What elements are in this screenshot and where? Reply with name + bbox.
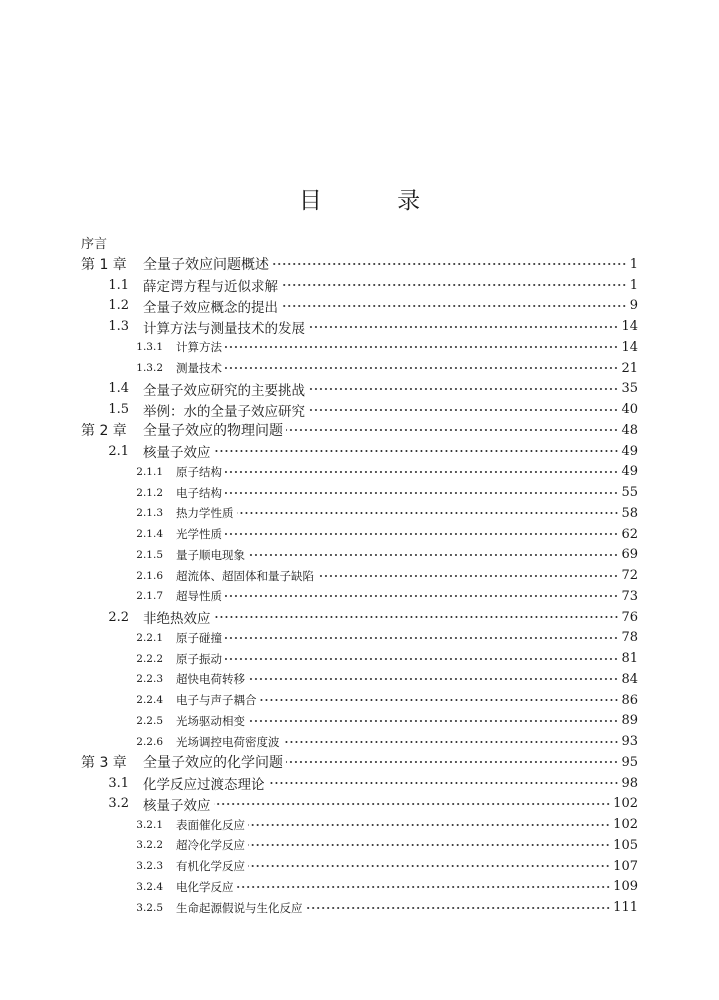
toc-entry-title: 薛定谔方程与近似求解 <box>143 279 278 296</box>
toc-leader-dots <box>225 466 618 478</box>
toc-leader-dots <box>214 611 619 623</box>
toc-leader-dots <box>286 756 618 768</box>
toc-entry-number: 2.1.3 <box>136 507 163 520</box>
toc-entry-page: 62 <box>621 526 638 542</box>
toc-entry-number: 3.2.4 <box>136 880 163 893</box>
toc-entry-title: 全量子效应的物理问题 <box>143 423 283 440</box>
toc-entry-title: 全量子效应的化学问题 <box>143 755 283 772</box>
toc-section-row[interactable] <box>81 275 638 296</box>
toc-entry-title: 超快电荷转移 <box>176 672 245 687</box>
toc-entry-title: 计算方法 <box>176 340 222 355</box>
toc-section-row[interactable] <box>81 441 638 462</box>
toc-leader-dots <box>248 715 618 727</box>
toc-leader-dots <box>225 590 618 602</box>
toc-entry-number: 2.1.5 <box>136 548 163 561</box>
preface-entry[interactable]: 序言 <box>81 237 108 252</box>
toc-leader-dots <box>308 404 618 416</box>
toc-subsection-row[interactable] <box>81 711 638 732</box>
toc-entry-title: 超流体、超固体和量子缺陷 <box>176 568 314 583</box>
toc-entry-page: 55 <box>621 485 638 501</box>
toc-section-row[interactable] <box>81 316 638 337</box>
toc-leader-dots <box>225 632 618 644</box>
toc-leader-dots <box>260 694 619 706</box>
toc-entry-title: 计算方法与测量技术的发展 <box>143 320 305 337</box>
toc-entry-title: 全量子效应问题概述 <box>143 257 269 274</box>
toc-entry-page: 14 <box>621 319 638 335</box>
toc-entry-page: 105 <box>613 837 638 853</box>
toc-subsection-row[interactable] <box>81 482 638 503</box>
toc-entry-number: 3.2.2 <box>136 839 163 852</box>
toc-subsection-row[interactable] <box>81 565 638 586</box>
toc-entry-title: 全量子效应研究的主要挑战 <box>143 382 305 399</box>
toc-entry-page: 73 <box>621 588 638 604</box>
page-title: 目 录 <box>298 188 455 214</box>
toc-entry-title: 有机化学反应 <box>176 859 245 874</box>
toc-entry-page: 1 <box>629 277 638 293</box>
toc-entry-title: 电化学反应 <box>176 879 234 894</box>
toc-entry-number: 2.2.4 <box>136 694 163 707</box>
toc-leader-dots <box>268 777 619 789</box>
toc-leader-dots <box>248 673 618 685</box>
toc-leader-dots <box>283 736 619 748</box>
toc-section-row[interactable] <box>81 794 638 815</box>
toc-entry-title: 原子碰撞 <box>176 630 222 645</box>
toc-entry-title: 超导性质 <box>176 589 222 604</box>
toc-entry-title: 光场驱动相变 <box>176 713 245 728</box>
toc-subsection-row[interactable] <box>81 503 638 524</box>
toc-leader-dots <box>272 258 627 270</box>
toc-entry-title: 化学反应过渡态理论 <box>143 777 265 794</box>
toc-entry-number: 1.3.1 <box>136 341 163 354</box>
toc-entry-number: 3.2.1 <box>136 818 163 831</box>
toc-subsection-row[interactable] <box>81 358 638 379</box>
toc-entry-number: 2.2.1 <box>136 631 163 644</box>
toc-chapter-row[interactable] <box>81 420 638 441</box>
toc-entry-page: 49 <box>621 443 638 459</box>
toc-leader-dots <box>281 300 627 312</box>
toc-entry-number: 第 2 章 <box>81 423 127 440</box>
toc-subsection-row[interactable] <box>81 628 638 649</box>
toc-leader-dots <box>225 341 618 353</box>
toc-entry-page: 21 <box>621 360 638 376</box>
toc-leader-dots <box>248 839 610 851</box>
toc-entry-page: 58 <box>621 505 638 521</box>
toc-subsection-row[interactable] <box>81 690 638 711</box>
toc-entry-page: 109 <box>613 879 638 895</box>
toc-entry-page: 14 <box>621 339 638 355</box>
toc-entry-number: 2.2.2 <box>136 652 163 665</box>
toc-entry-page: 9 <box>629 298 638 314</box>
toc-section-row[interactable] <box>81 379 638 400</box>
toc-leader-dots <box>308 321 618 333</box>
toc-entry-number: 2.2.5 <box>136 714 163 727</box>
toc-entry-number: 2.1.4 <box>136 528 163 541</box>
toc-entry-number: 1.4 <box>108 381 129 397</box>
toc-entry-number: 1.2 <box>108 298 129 314</box>
toc-subsection-row[interactable] <box>81 462 638 483</box>
toc-subsection-row[interactable] <box>81 337 638 358</box>
toc-entry-page: 49 <box>621 464 638 480</box>
toc-leader-dots <box>214 798 611 810</box>
toc-entry-title: 热力学性质 <box>176 506 234 521</box>
toc-entry-number: 2.1.1 <box>136 465 163 478</box>
toc-entry-page: 35 <box>621 381 638 397</box>
toc-entry-number: 1.3.2 <box>136 362 163 375</box>
toc-entry-number: 2.2.3 <box>136 673 163 686</box>
toc-section-row[interactable] <box>81 773 638 794</box>
toc-entry-number: 1.3 <box>108 319 129 335</box>
toc-leader-dots <box>237 881 611 893</box>
toc-leader-dots <box>248 860 610 872</box>
toc-subsection-row[interactable] <box>81 897 638 918</box>
toc-subsection-row[interactable] <box>81 814 638 835</box>
toc-entry-page: 107 <box>613 858 638 874</box>
toc-entry-title: 非绝热效应 <box>143 611 211 628</box>
toc-entry-title: 生命起源假说与生化反应 <box>176 900 303 915</box>
toc-entry-page: 102 <box>613 817 638 833</box>
toc-leader-dots <box>225 362 618 374</box>
toc-entry-title: 举例：水的全量子效应研究 <box>143 403 305 420</box>
toc-entry-number: 3.1 <box>108 775 129 791</box>
toc-entry-page: 72 <box>621 568 638 584</box>
toc-entry-title: 电子与声子耦合 <box>176 693 257 708</box>
toc-leader-dots <box>286 424 618 436</box>
toc-entry-title: 核量子效应 <box>143 797 211 814</box>
toc-entry-page: 1 <box>629 256 638 272</box>
toc-subsection-row[interactable] <box>81 586 638 607</box>
toc-entry-title: 表面催化反应 <box>176 817 245 832</box>
toc-subsection-row[interactable] <box>81 731 638 752</box>
toc-entry-number: 2.1.2 <box>136 486 163 499</box>
toc-entry-title: 全量子效应概念的提出 <box>143 299 278 316</box>
toc-entry-page: 111 <box>613 900 638 916</box>
toc-entry-number: 1.5 <box>108 402 129 418</box>
toc-leader-dots <box>317 570 618 582</box>
toc-entry-number: 第 3 章 <box>81 755 127 772</box>
toc-entry-number: 2.1.7 <box>136 590 163 603</box>
toc-entry-number: 1.1 <box>108 277 129 293</box>
toc-entry-title: 核量子效应 <box>143 445 211 462</box>
toc-entry-number: 2.2 <box>108 609 129 625</box>
toc-subsection-row[interactable] <box>81 877 638 898</box>
toc-leader-dots <box>225 653 618 665</box>
toc-leader-dots <box>248 819 610 831</box>
toc-entry-page: 81 <box>621 651 638 667</box>
toc-entry-page: 95 <box>621 754 638 770</box>
toc-entry-number: 3.2 <box>108 796 129 812</box>
toc-entry-page: 89 <box>621 713 638 729</box>
toc-entry-number: 3.2.5 <box>136 901 163 914</box>
toc-entry-page: 98 <box>621 775 638 791</box>
toc-leader-dots <box>225 528 618 540</box>
toc-entry-number: 第 1 章 <box>81 257 127 274</box>
toc-subsection-row[interactable] <box>81 648 638 669</box>
toc-chapter-row[interactable] <box>81 752 638 773</box>
toc-subsection-row[interactable] <box>81 835 638 856</box>
toc-subsection-row[interactable] <box>81 545 638 566</box>
toc-entry-page: 40 <box>621 402 638 418</box>
toc-entry-title: 电子结构 <box>176 485 222 500</box>
toc-leader-dots <box>306 902 611 914</box>
toc-leader-dots <box>225 487 618 499</box>
toc-entry-title: 测量技术 <box>176 361 222 376</box>
toc-entry-title: 原子结构 <box>176 464 222 479</box>
toc-section-row[interactable] <box>81 607 638 628</box>
toc-entry-page: 78 <box>621 630 638 646</box>
toc-entry-title: 量子顺电现象 <box>176 547 245 562</box>
toc-entry-page: 93 <box>621 734 638 750</box>
toc-leader-dots <box>248 549 618 561</box>
toc-entry-page: 76 <box>621 609 638 625</box>
toc-entry-number: 2.2.6 <box>136 735 163 748</box>
toc-entry-title: 光场调控电荷密度波 <box>176 734 280 749</box>
toc-subsection-row[interactable] <box>81 669 638 690</box>
toc-entry-page: 84 <box>621 671 638 687</box>
toc-section-row[interactable] <box>81 296 638 317</box>
toc-entry-title: 超冷化学反应 <box>176 838 245 853</box>
toc-chapter-row[interactable] <box>81 254 638 275</box>
toc-subsection-row[interactable] <box>81 524 638 545</box>
toc-entry-title: 原子振动 <box>176 651 222 666</box>
toc-entry-title: 光学性质 <box>176 527 222 542</box>
toc-entry-number: 3.2.3 <box>136 860 163 873</box>
toc-entry-page: 86 <box>621 692 638 708</box>
toc-entry-page: 102 <box>613 796 638 812</box>
toc-entry-number: 2.1.6 <box>136 569 163 582</box>
toc-entry-page: 48 <box>621 422 638 438</box>
toc-leader-dots <box>308 383 618 395</box>
toc-section-row[interactable] <box>81 399 638 420</box>
toc-leader-dots <box>237 507 619 519</box>
toc-leader-dots <box>281 279 627 291</box>
table-of-contents <box>81 254 638 918</box>
toc-entry-number: 2.1 <box>108 443 129 459</box>
toc-leader-dots <box>214 445 619 457</box>
toc-subsection-row[interactable] <box>81 856 638 877</box>
toc-entry-page: 69 <box>621 547 638 563</box>
